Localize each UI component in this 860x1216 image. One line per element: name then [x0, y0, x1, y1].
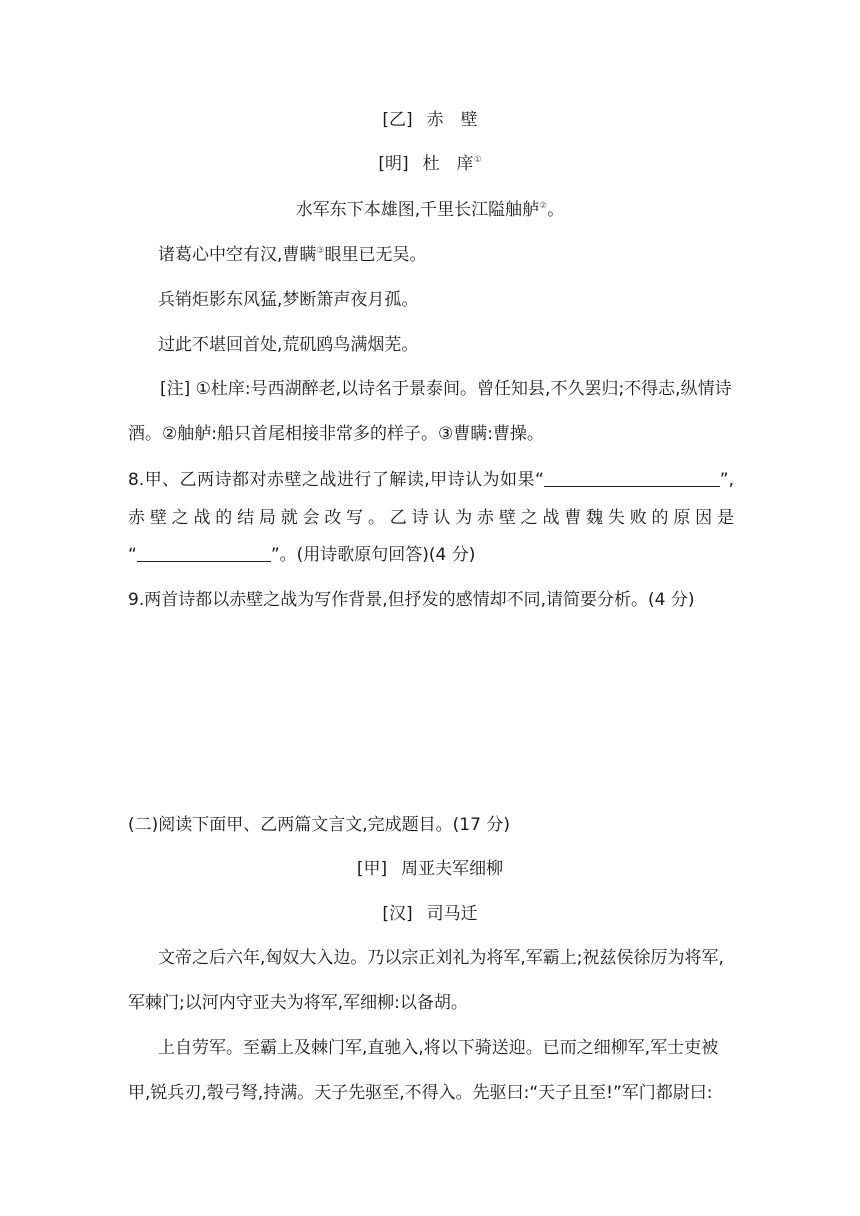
poem-b-title-tag: [乙] [382, 110, 413, 130]
poem-b-line-3: 兵销炬影东风猛,梦断箫声夜月孤。 [158, 290, 419, 310]
q8-line-1-end: ”, [719, 470, 734, 490]
passage-a-p1-line-2: 军棘门;以河内守亚夫为将军,军细柳:以备胡。 [128, 993, 468, 1013]
passage-a-author-name: 司马迁 [426, 904, 478, 924]
footnote-mark-3: ③ [316, 246, 325, 256]
q8-line-1-text: 8.甲、乙两诗都对赤壁之战进行了解读,甲诗认为如果“ [128, 470, 544, 490]
poem-b-line-1 [0, 198, 860, 222]
passage-a-author-tag: [汉] [382, 904, 413, 924]
q8-line-3-open: “ [128, 545, 137, 565]
footnote-mark-1: ① [473, 155, 482, 165]
poem-b-note-line-1: [注] ①杜庠:号西湖醉老,以诗名于景泰间。曾任知县,不久罢归;不得志,纵情诗 [160, 379, 732, 399]
q8-line-1 [128, 468, 734, 492]
passage-a-title-text: 周亚夫军细柳 [401, 859, 504, 879]
poem-b-title [0, 108, 860, 132]
q8-line-2: 赤壁之战的结局就会改写。乙诗认为赤壁之战曹魏失败的原因是 [128, 508, 734, 528]
poem-b-author-name: 杜 庠 [422, 154, 474, 174]
q8-line-3 [128, 543, 475, 567]
passage-a-author [0, 902, 860, 926]
poem-b-line-2-text: 诸葛心中空有汉,曹瞒 [158, 245, 317, 265]
footnote-mark-2: ② [539, 201, 548, 211]
poem-b-line-4: 过此不堪回首处,荒矶鸥鸟满烟芜。 [158, 335, 419, 355]
poem-b-line-2-end: 眼里已无吴。 [324, 245, 427, 265]
poem-b-line-2 [158, 243, 426, 267]
poem-b-note-line-2: 酒。②舳舻:船只首尾相接非常多的样子。③曹瞒:曹操。 [128, 424, 544, 444]
passage-a-p1-line-1: 文帝之后六年,匈奴大入边。乃以宗正刘礼为将军,军霸上;祝兹侯徐厉为将军, [158, 948, 724, 968]
poem-b-line-1-text: 水军东下本雄图,千里长江隘舳舻 [295, 200, 540, 220]
poem-b-author-tag: [明] [378, 154, 409, 174]
q9-question: 9.两首诗都以赤壁之战为写作背景,但抒发的感情却不同,请简要分析。(4 分) [128, 590, 695, 610]
answer-blank-1[interactable] [544, 468, 720, 487]
section-2-heading: (二)阅读下面甲、乙两篇文言文,完成题目。(17 分) [128, 815, 510, 835]
passage-a-p2-line-2: 甲,锐兵刃,彀弓弩,持满。天子先驱至,不得入。先驱曰:“天子且至!”军门都尉曰: [128, 1083, 713, 1103]
passage-a-p2-line-1: 上自劳军。至霸上及棘门军,直驰入,将以下骑送迎。已而之细柳军,军士吏被 [158, 1038, 719, 1058]
q8-line-3-text: ”。(用诗歌原句回答)(4 分) [270, 545, 476, 565]
answer-blank-2[interactable] [137, 543, 271, 562]
poem-b-author [0, 152, 860, 176]
poem-b-line-1-end: 。 [547, 200, 565, 220]
passage-a-title-tag: [甲] [356, 859, 388, 879]
poem-b-title-text: 赤 壁 [426, 110, 478, 130]
passage-a-title [0, 857, 860, 881]
